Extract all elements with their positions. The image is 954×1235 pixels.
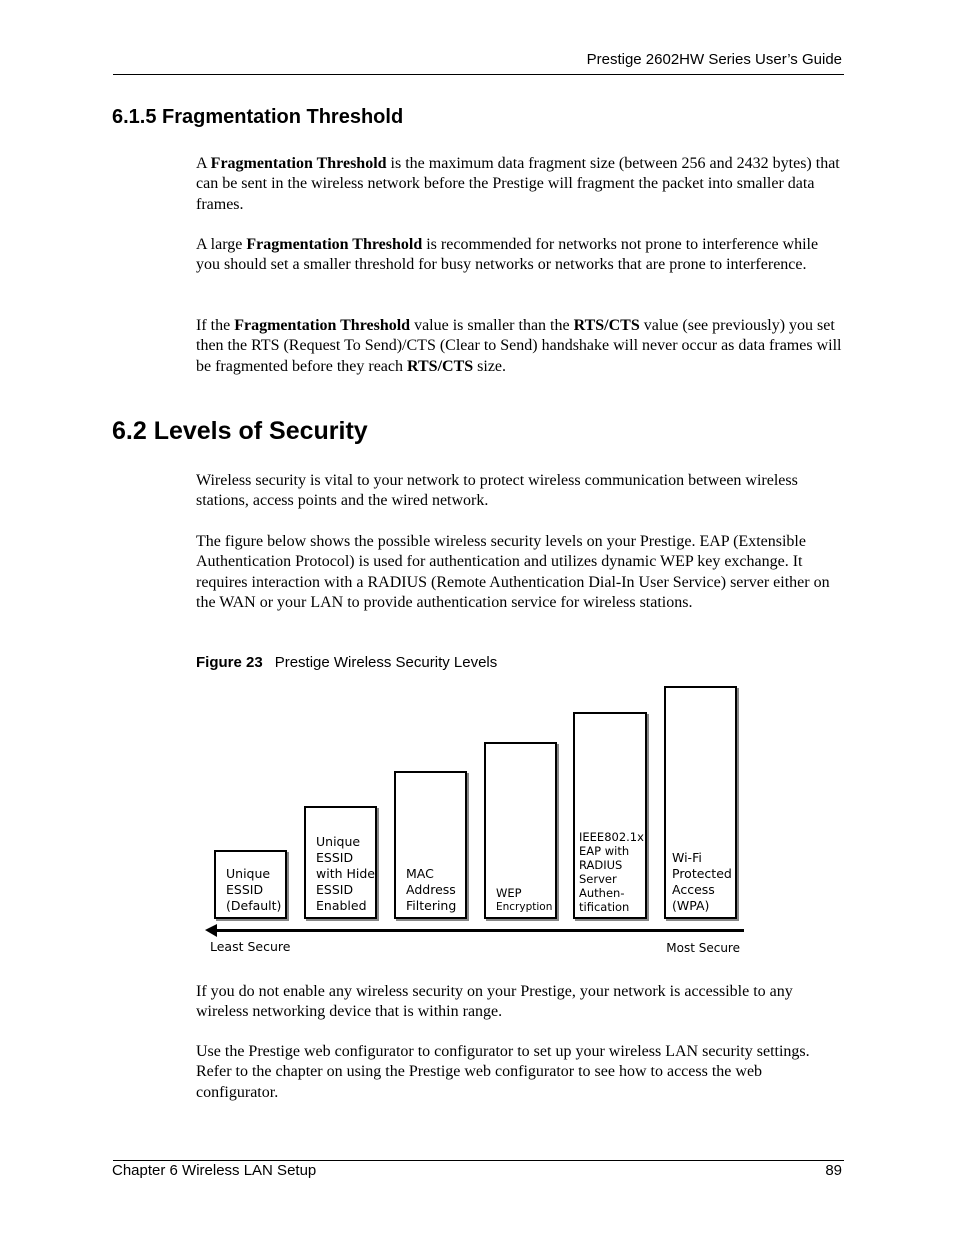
text-run: value (see previously) you set then the RTS (Request To Send)/CTS (Clear to Send) handshake will never occur as data frames will be fragmented before they reach [196, 317, 842, 375]
bar-line: MAC [406, 866, 434, 881]
bold-term: Fragmentation Threshold [210, 155, 387, 172]
section-heading-fragmentation-threshold: 6.1.5 Fragmentation Threshold [112, 106, 404, 128]
bold-term: RTS/CTS [407, 357, 474, 375]
text-run: A [196, 155, 211, 172]
bar-line: (WPA) [672, 898, 710, 913]
bar-line: ESSID [316, 882, 354, 897]
paragraph-no-security: If you do not enable any wireless security on your Prestige, your network is accessible to any wireless networking device that is within range. [196, 983, 793, 1021]
security-level-bar-ieee8021x [573, 712, 647, 919]
paragraph-fragmentation-rts-cts [196, 316, 846, 377]
security-level-bar-wep [484, 742, 557, 919]
bar-line: Authen- [579, 886, 625, 900]
section-heading-levels-of-security: 6.2 Levels of Security [112, 417, 368, 445]
bar-line: Enabled [316, 898, 367, 913]
paragraph-fragmentation-recommendation [196, 235, 846, 276]
text-run: size. [473, 357, 507, 375]
bar-line: RADIUS [579, 858, 623, 872]
bold-term: RTS/CTS [573, 317, 640, 334]
text-run: value is smaller than the [410, 317, 574, 334]
bar-line: Access [672, 882, 715, 897]
figure-title: Prestige Wireless Security Levels [274, 654, 498, 671]
header-rule [113, 74, 844, 75]
bar-line: Encryption [496, 901, 553, 913]
text-run: A large [196, 236, 247, 253]
running-header: Prestige 2602HW Series User’s Guide [586, 51, 842, 68]
security-level-bar-wpa [664, 686, 737, 919]
bar-line: EAP with [579, 844, 630, 858]
bar-line: ESSID [316, 850, 354, 865]
bold-term: Fragmentation Threshold [234, 317, 411, 334]
bar-line: Filtering [406, 898, 457, 913]
paragraph-web-configurator: Use the Prestige web configurator to configurator to set up your wireless LAN security settings. Refer to the chapter on using the Prestige web configurator to see how to access the web configurator. [196, 1043, 810, 1101]
footer-rule [113, 1160, 844, 1161]
paragraph-fragmentation-definition [196, 154, 846, 215]
bar-line: with Hide [316, 866, 375, 881]
security-level-bar-mac-filtering [394, 771, 467, 919]
text-run: is the maximum data fragment size (between 256 and 2432 bytes) that can be sent in the wireless network before the Prestige will fragment the packet into smaller data frames. [196, 155, 840, 213]
bar-line: Unique [316, 834, 361, 849]
paragraph-security-eap: The figure below shows the possible wireless security levels on your Prestige. EAP (Extensible Authentication Protocol) is used for authentication and utilizes dynamic WEP key exchange. It requires interaction with a RADIUS (Remote Authentication Dial-In User Service) server either on the WAN or your LAN to provide authentication service for wireless stations. [196, 533, 830, 611]
paragraph-security-intro: Wireless security is vital to your network to protect wireless communication between wireless stations, access points and the wired network. [196, 472, 798, 510]
bar-line: tification [579, 900, 630, 914]
most-secure-label: Most Secure [666, 941, 740, 955]
bold-term: Fragmentation Threshold [246, 236, 423, 253]
security-level-bar-hide-essid [304, 806, 377, 919]
bar-line: WEP [496, 886, 522, 900]
security-levels-figure [205, 680, 750, 960]
footer-chapter: Chapter 6 Wireless LAN Setup [112, 1162, 317, 1179]
bar-line: Wi-Fi [672, 850, 702, 865]
text-run: If the [196, 317, 235, 334]
bar-line: (Default) [226, 898, 282, 913]
bar-line: Unique [226, 866, 271, 881]
text-run: is recommended for networks not prone to interference while you should set a smaller threshold for busy networks or networks that are prone to interference. [196, 236, 819, 274]
bar-line: ESSID [226, 882, 264, 897]
least-secure-label: Least Secure [210, 939, 291, 954]
figure-caption [196, 654, 497, 671]
bar-line: Protected [672, 866, 732, 881]
page-number: 89 [825, 1162, 842, 1179]
figure-label: Figure 23 [196, 654, 263, 671]
bar-line: Address [406, 882, 456, 897]
security-scale-arrow [211, 929, 744, 932]
bar-line: Server [579, 872, 617, 886]
bar-line: IEEE802.1x [579, 830, 644, 844]
security-level-bar-unique-essid [214, 850, 287, 919]
